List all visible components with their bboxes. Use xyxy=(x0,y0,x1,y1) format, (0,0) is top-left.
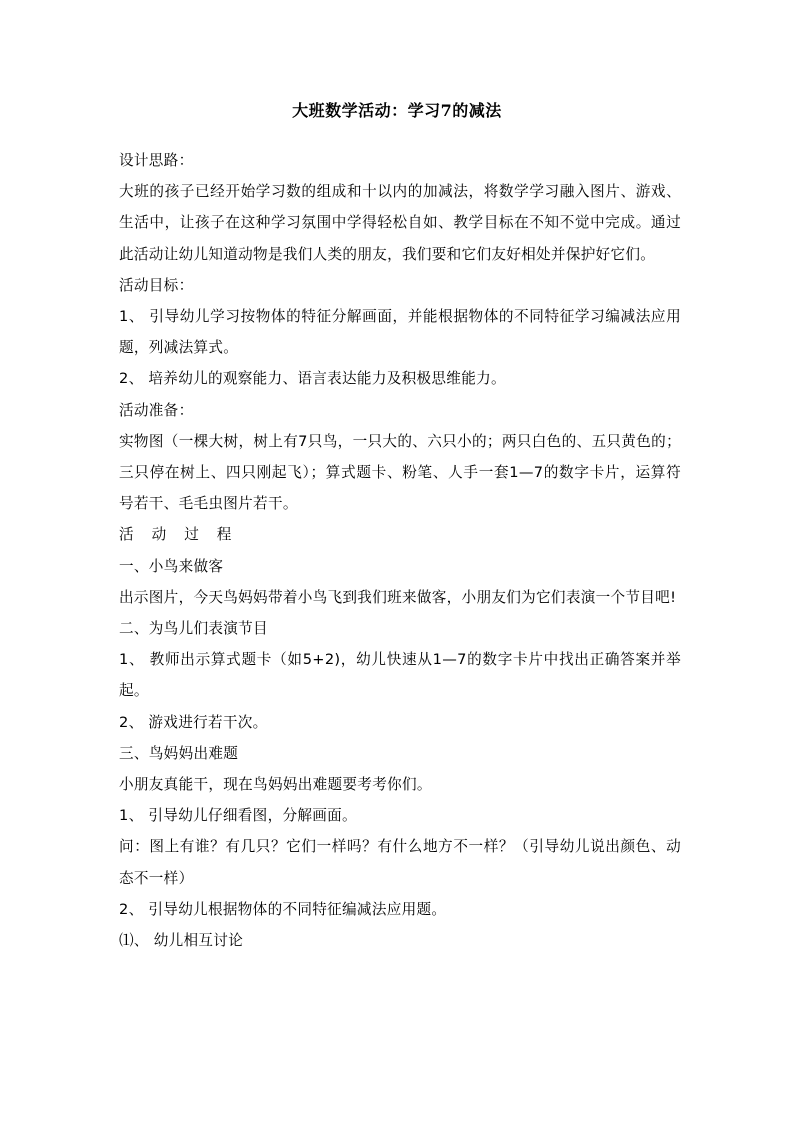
goal-item-1: 1、 引导幼儿学习按物体的特征分解画面，并能根据物体的不同特征学习编减法应用题，列减法算式。 xyxy=(119,308,681,357)
step-heading-1: 一、小鸟来做客 xyxy=(119,557,224,575)
section-heading-design: 设计思路： xyxy=(119,152,194,169)
step-3-question: 问：图上有谁？有几只？它们一样吗？有什么地方不一样？（引导幼儿说出颜色、动态不一样） xyxy=(119,838,681,887)
paragraph-step-1: 出示图片，今天鸟妈妈带着小鸟飞到我们班来做客，小朋友们为它们表演一个节目吧! xyxy=(119,588,677,606)
step-2-item-1: 1、 教师出示算式题卡（如5+2)，幼儿快速从1—7的数字卡片中找出正确答案并举起。 xyxy=(119,651,681,700)
goal-item-2: 2、 培养幼儿的观察能力、语言表达能力及积极思维能力。 xyxy=(119,370,506,388)
step-3-item-2: 2、 引导幼儿根据物体的不同特征编减法应用题。 xyxy=(119,900,447,918)
section-heading-preparation: 活动准备： xyxy=(119,401,194,419)
paragraph-preparation: 实物图（一棵大树，树上有7只鸟，一只大的、六只小的；两只白色的、五只黄色的；三只停在树上、四只刚起飞）；算式题卡、粉笔、人手一套1—7的数字卡片，运算符号若干、毛毛虫图片若干。 xyxy=(119,432,681,513)
step-3-subitem-1: ⑴、 幼儿相互讨论 xyxy=(119,932,244,950)
paragraph-design-idea: 大班的孩子已经开始学习数的组成和十以内的加减法，将数学学习融入图片、游戏、生活中，让孩子在这种学习氛围中学得轻松自如、教学目标在不知不觉中完成。通过此活动让幼儿知道动物是我们人类的朋友，我们要和它们友好相处并保护好它们。 xyxy=(119,183,681,263)
step-3-item-1: 1、 引导幼儿仔细看图，分解画面。 xyxy=(119,807,357,825)
paragraph-step-3: 小朋友真能干，现在鸟妈妈出难题要考考你们。 xyxy=(119,776,432,794)
document-title: 大班数学活动：学习7的减法 xyxy=(292,101,502,120)
step-heading-2: 二、为鸟儿们表演节目 xyxy=(119,620,268,638)
section-heading-goals: 活动目标： xyxy=(119,276,194,294)
step-heading-3: 三、鸟妈妈出难题 xyxy=(119,744,239,762)
step-2-item-2: 2、 游戏进行若干次。 xyxy=(119,713,268,731)
document-body xyxy=(119,145,681,956)
section-heading-process: 活动过程 xyxy=(119,526,250,544)
